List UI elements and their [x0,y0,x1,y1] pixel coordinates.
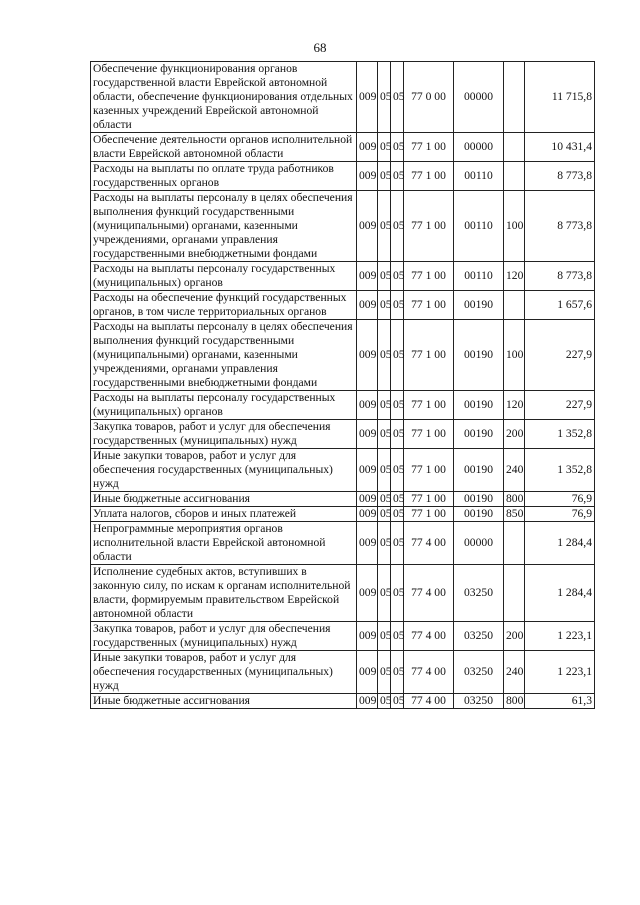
admin-code-cell: 009 [357,492,378,507]
expense-name-cell: Расходы на выплаты по оплате труда работников государственных органов [91,162,357,191]
amount-cell: 1 223,1 [525,622,595,651]
expense-type-cell [504,62,525,133]
direction-code-cell: 00000 [454,522,504,565]
section-code-cell: 05 [378,391,391,420]
direction-code-cell: 03250 [454,651,504,694]
table-row [91,420,595,449]
amount-cell: 8 773,8 [525,191,595,262]
amount-cell: 227,9 [525,320,595,391]
expense-type-cell: 120 [504,262,525,291]
table-row [91,391,595,420]
subsection-code-cell: 05 [391,133,404,162]
subsection-code-cell: 05 [391,291,404,320]
section-code-cell: 05 [378,694,391,709]
table-row [91,191,595,262]
admin-code-cell: 009 [357,162,378,191]
amount-cell: 61,3 [525,694,595,709]
subsection-code-cell: 05 [391,262,404,291]
subsection-code-cell: 05 [391,162,404,191]
program-code-cell: 77 4 00 [404,622,454,651]
expense-name-cell: Расходы на выплаты персоналу государственных (муниципальных) органов [91,262,357,291]
table-row [91,507,595,522]
section-code-cell: 05 [378,162,391,191]
admin-code-cell: 009 [357,133,378,162]
subsection-code-cell: 05 [391,507,404,522]
admin-code-cell: 009 [357,522,378,565]
subsection-code-cell: 05 [391,694,404,709]
program-code-cell: 77 1 00 [404,420,454,449]
expense-type-cell [504,522,525,565]
expense-type-cell: 100 [504,320,525,391]
expense-type-cell: 120 [504,391,525,420]
expense-type-cell [504,565,525,622]
section-code-cell: 05 [378,291,391,320]
expense-type-cell: 100 [504,191,525,262]
admin-code-cell: 009 [357,262,378,291]
admin-code-cell: 009 [357,507,378,522]
section-code-cell: 05 [378,492,391,507]
expense-type-cell: 800 [504,492,525,507]
subsection-code-cell: 05 [391,191,404,262]
amount-cell: 8 773,8 [525,262,595,291]
direction-code-cell: 00110 [454,162,504,191]
program-code-cell: 77 0 00 [404,62,454,133]
admin-code-cell: 009 [357,191,378,262]
program-code-cell: 77 1 00 [404,162,454,191]
subsection-code-cell: 05 [391,565,404,622]
expense-name-cell: Иные закупки товаров, работ и услуг для обеспечения государственных (муниципальных) нужд [91,651,357,694]
table-row [91,622,595,651]
section-code-cell: 05 [378,507,391,522]
table-row [91,651,595,694]
expense-type-cell: 200 [504,622,525,651]
admin-code-cell: 009 [357,391,378,420]
admin-code-cell: 009 [357,694,378,709]
program-code-cell: 77 4 00 [404,522,454,565]
amount-cell: 1 284,4 [525,522,595,565]
expense-name-cell: Закупка товаров, работ и услуг для обеспечения государственных (муниципальных) нужд [91,622,357,651]
expense-name-cell: Расходы на выплаты персоналу государственных (муниципальных) органов [91,391,357,420]
direction-code-cell: 00110 [454,262,504,291]
expense-name-cell: Иные бюджетные ассигнования [91,694,357,709]
program-code-cell: 77 1 00 [404,391,454,420]
direction-code-cell: 00110 [454,191,504,262]
budget-table [90,61,595,709]
expense-name-cell: Расходы на выплаты персоналу в целях обеспечения выполнения функций государственными (муниципальными) органами, казенными учреждениями, органами управления государственными внебюджетными фондами [91,320,357,391]
expense-name-cell: Обеспечение функционирования органов государственной власти Еврейской автономной области, обеспечение функционирования отдельных казенных учреждений Еврейской автономной области [91,62,357,133]
section-code-cell: 05 [378,420,391,449]
subsection-code-cell: 05 [391,420,404,449]
admin-code-cell: 009 [357,291,378,320]
expense-type-cell: 800 [504,694,525,709]
admin-code-cell: 009 [357,449,378,492]
amount-cell: 8 773,8 [525,162,595,191]
expense-name-cell: Закупка товаров, работ и услуг для обеспечения государственных (муниципальных) нужд [91,420,357,449]
program-code-cell: 77 1 00 [404,191,454,262]
section-code-cell: 05 [378,449,391,492]
expense-type-cell: 850 [504,507,525,522]
expense-name-cell: Непрограммные мероприятия органов исполнительной власти Еврейской автономной области [91,522,357,565]
table-row [91,320,595,391]
amount-cell: 1 352,8 [525,420,595,449]
program-code-cell: 77 1 00 [404,291,454,320]
direction-code-cell: 00000 [454,62,504,133]
expense-type-cell: 240 [504,651,525,694]
section-code-cell: 05 [378,651,391,694]
direction-code-cell: 00190 [454,449,504,492]
direction-code-cell: 00190 [454,391,504,420]
subsection-code-cell: 05 [391,449,404,492]
section-code-cell: 05 [378,320,391,391]
section-code-cell: 05 [378,565,391,622]
subsection-code-cell: 05 [391,622,404,651]
amount-cell: 1 657,6 [525,291,595,320]
admin-code-cell: 009 [357,62,378,133]
subsection-code-cell: 05 [391,492,404,507]
amount-cell: 1 352,8 [525,449,595,492]
program-code-cell: 77 1 00 [404,449,454,492]
amount-cell: 227,9 [525,391,595,420]
section-code-cell: 05 [378,262,391,291]
table-row [91,522,595,565]
expense-name-cell: Обеспечение деятельности органов исполнительной власти Еврейской автономной области [91,133,357,162]
program-code-cell: 77 1 00 [404,507,454,522]
section-code-cell: 05 [378,191,391,262]
admin-code-cell: 009 [357,420,378,449]
table-row [91,449,595,492]
program-code-cell: 77 1 00 [404,133,454,162]
table-row [91,492,595,507]
admin-code-cell: 009 [357,320,378,391]
program-code-cell: 77 4 00 [404,694,454,709]
table-row [91,62,595,133]
amount-cell: 10 431,4 [525,133,595,162]
page-number: 68 [313,40,327,55]
expense-name-cell: Расходы на обеспечение функций государственных органов, в том числе территориальных органов [91,291,357,320]
program-code-cell: 77 4 00 [404,565,454,622]
table-row [91,565,595,622]
amount-cell: 76,9 [525,492,595,507]
subsection-code-cell: 05 [391,391,404,420]
table-row [91,694,595,709]
direction-code-cell: 00190 [454,492,504,507]
direction-code-cell: 03250 [454,622,504,651]
direction-code-cell: 03250 [454,694,504,709]
expense-type-cell: 200 [504,420,525,449]
program-code-cell: 77 4 00 [404,651,454,694]
table-row [91,262,595,291]
expense-type-cell: 240 [504,449,525,492]
budget-table-body [91,62,595,709]
section-code-cell: 05 [378,133,391,162]
table-row [91,162,595,191]
admin-code-cell: 009 [357,622,378,651]
program-code-cell: 77 1 00 [404,320,454,391]
table-row [91,291,595,320]
direction-code-cell: 00190 [454,507,504,522]
section-code-cell: 05 [378,62,391,133]
program-code-cell: 77 1 00 [404,492,454,507]
expense-name-cell: Иные бюджетные ассигнования [91,492,357,507]
direction-code-cell: 00000 [454,133,504,162]
direction-code-cell: 03250 [454,565,504,622]
admin-code-cell: 009 [357,565,378,622]
expense-type-cell [504,291,525,320]
direction-code-cell: 00190 [454,291,504,320]
subsection-code-cell: 05 [391,522,404,565]
expense-type-cell [504,133,525,162]
expense-type-cell [504,162,525,191]
amount-cell: 76,9 [525,507,595,522]
expense-name-cell: Уплата налогов, сборов и иных платежей [91,507,357,522]
amount-cell: 1 223,1 [525,651,595,694]
table-row [91,133,595,162]
admin-code-cell: 009 [357,651,378,694]
subsection-code-cell: 05 [391,62,404,133]
amount-cell: 11 715,8 [525,62,595,133]
expense-name-cell: Исполнение судебных актов, вступивших в законную силу, по искам к органам исполнительной власти, формируемым правительством Еврейской автономной области [91,565,357,622]
amount-cell: 1 284,4 [525,565,595,622]
direction-code-cell: 00190 [454,320,504,391]
expense-name-cell: Иные закупки товаров, работ и услуг для обеспечения государственных (муниципальных) нужд [91,449,357,492]
expense-name-cell: Расходы на выплаты персоналу в целях обеспечения выполнения функций государственными (муниципальными) органами, казенными учреждениями, органами управления государственными внебюджетными фондами [91,191,357,262]
section-code-cell: 05 [378,522,391,565]
section-code-cell: 05 [378,622,391,651]
subsection-code-cell: 05 [391,320,404,391]
program-code-cell: 77 1 00 [404,262,454,291]
subsection-code-cell: 05 [391,651,404,694]
direction-code-cell: 00190 [454,420,504,449]
